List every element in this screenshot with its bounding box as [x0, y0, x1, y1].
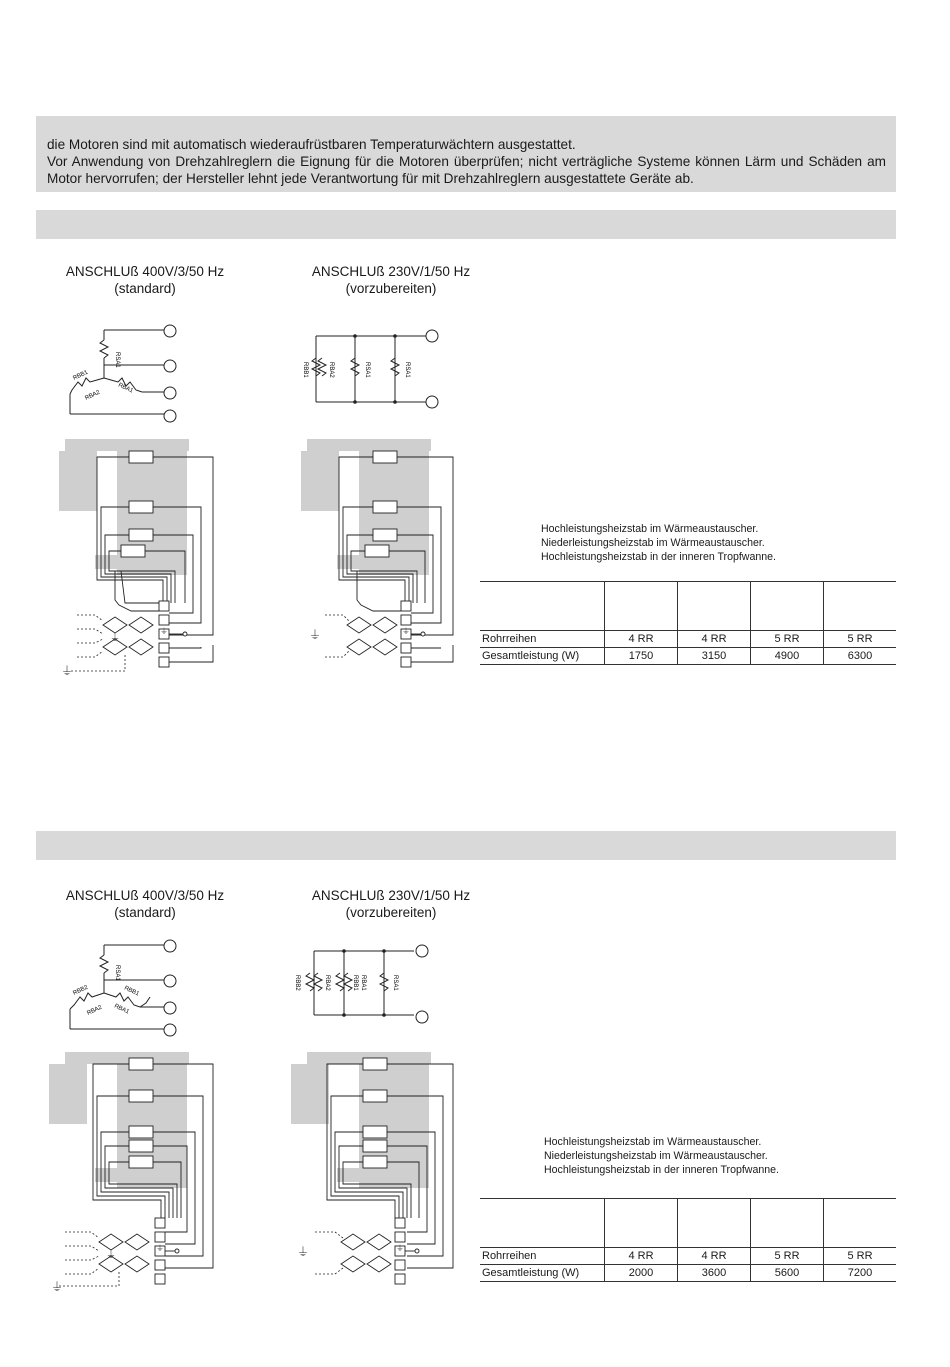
table-cell: 7200 [824, 1265, 897, 1282]
s2-right-subtitle-text: (vorzubereiten) [345, 905, 437, 920]
table-cell: 5 RR [824, 1248, 897, 1265]
table-row [480, 1265, 896, 1282]
table-cell: 5 RR [824, 631, 897, 648]
s1-right-title-text: ANSCHLUß 230V/1/50 Hz [311, 264, 471, 279]
s2r-label-rba1: RBA1 [360, 975, 366, 991]
notice-line-2: Vor Anwendung von Drehzahlreglern die Eignung für die Motoren überprüfen; nicht verträgliche Systeme können Lärm und Schäden am Motor hervorrufen; der Hersteller lehnt jede Verantwortung für mit Drehzahlreglern ausgestattete Geräte ab. [47, 154, 886, 186]
svg-text:⏚: ⏚ [402, 627, 410, 636]
svg-text:⏚: ⏚ [60, 664, 74, 678]
svg-text:⏚: ⏚ [296, 1245, 310, 1259]
svg-text:⏚: ⏚ [110, 633, 120, 644]
notice-line-1: die Motoren sind mit automatisch wiederaufrüstbaren Temperaturwächtern ausgestattet. [47, 137, 576, 152]
svg-text:⏚: ⏚ [396, 1244, 404, 1253]
s2-left-wiring-diagram [45, 1048, 225, 1293]
table-cell: 5 RR [751, 1248, 824, 1265]
s1-right-wiring-diagram [297, 435, 467, 670]
table-cell: 4900 [751, 648, 824, 665]
s1-left-wiring-diagram [55, 435, 225, 680]
svg-text:⏚: ⏚ [50, 1280, 64, 1294]
table-cell: 3600 [678, 1265, 751, 1282]
s2-left-subtitle-text: (standard) [114, 905, 176, 920]
s2-legend-item-2: Niederleistungsheizstab im Wärmeaustauscher. [544, 1150, 768, 1162]
s1r-label-rbb1: RBB1 [302, 362, 308, 378]
table-cell: 4 RR [605, 631, 678, 648]
motor-notice [36, 116, 896, 192]
s2r-label-rsa1: RSA1 [392, 975, 398, 991]
s1r-label-rsa1-a: RSA1 [364, 362, 370, 378]
table-cell: 2000 [605, 1265, 678, 1282]
s2r-label-rbb2: RBB2 [294, 975, 300, 991]
s1-label-rba2: RBA2 [84, 389, 102, 402]
s2-table-header-row [480, 1199, 896, 1248]
s2-left-title-text: ANSCHLUß 400V/3/50 Hz [65, 888, 225, 903]
s2-label-rbb1: RBB1 [123, 985, 140, 998]
s2-left-diagram-title [55, 887, 235, 921]
section-1-header-band [36, 210, 896, 239]
s1-parallel-schematic [300, 328, 450, 413]
table-row [480, 631, 896, 648]
s1-row-label-rohrreihen: Rohrreihen [480, 631, 605, 648]
table-cell: 5 RR [751, 631, 824, 648]
table-cell: 4 RR [678, 1248, 751, 1265]
s2-label-rba2: RBA2 [86, 1004, 104, 1017]
s1-row-label-gesamtleistung: Gesamtleistung (W) [480, 648, 605, 665]
s1-label-rba1: RBA1 [117, 382, 134, 395]
s1r-label-rba2: RBA2 [328, 362, 334, 378]
s2-legend-item-3: Hochleistungsheizstab in der inneren Tropfwanne. [544, 1164, 779, 1176]
svg-text:⏚: ⏚ [160, 627, 168, 636]
s1-legend-item-1: Hochleistungsheizstab im Wärmeaustauscher. [541, 523, 759, 535]
s2-legend-item-1: Hochleistungsheizstab im Wärmeaustauscher. [544, 1136, 762, 1148]
s1-spec-table [480, 581, 896, 665]
s2-label-rsa1: RSA1 [114, 965, 120, 981]
s1-label-rsa1: RSA1 [114, 352, 120, 368]
s1-label-rbb1: RBB1 [72, 369, 90, 382]
s2-legend [544, 1135, 779, 1177]
s1-right-subtitle-text: (vorzubereiten) [345, 281, 437, 296]
table-row [480, 648, 896, 665]
table-cell: 4 RR [605, 1248, 678, 1265]
s2-spec-table [480, 1198, 896, 1282]
s2-right-wiring-diagram [287, 1048, 467, 1288]
table-cell: 6300 [824, 648, 897, 665]
s1-left-diagram-title [55, 263, 235, 297]
svg-text:⏚: ⏚ [156, 1244, 164, 1253]
s1-left-title-text: ANSCHLUß 400V/3/50 Hz [65, 264, 225, 279]
s2-star-schematic [60, 935, 190, 1040]
table-cell: 3150 [678, 648, 751, 665]
s1-legend [541, 522, 776, 564]
svg-text:⏚: ⏚ [308, 628, 322, 642]
table-cell: 4 RR [678, 631, 751, 648]
s2-label-rbb2: RBB2 [72, 984, 90, 997]
s2-right-diagram-title [301, 887, 481, 921]
s2-label-rba1: RBA1 [113, 1003, 130, 1016]
s2r-label-rbb1: RBB1 [352, 975, 358, 991]
s1-legend-item-3: Hochleistungsheizstab in der inneren Tropfwanne. [541, 551, 776, 563]
table-cell: 1750 [605, 648, 678, 665]
s1r-label-rsa1-b: RSA1 [404, 362, 410, 378]
s1-left-subtitle-text: (standard) [114, 281, 176, 296]
s2-right-title-text: ANSCHLUß 230V/1/50 Hz [311, 888, 471, 903]
s2-parallel-schematic [290, 945, 450, 1025]
s1-legend-item-2: Niederleistungsheizstab im Wärmeaustauscher. [541, 537, 765, 549]
s2r-label-rba2: RBA2 [324, 975, 330, 991]
svg-text:⏚: ⏚ [106, 1250, 116, 1261]
s2-row-label-gesamtleistung: Gesamtleistung (W) [480, 1265, 605, 1282]
s1-table-header-row [480, 582, 896, 631]
s2-row-label-rohrreihen: Rohrreihen [480, 1248, 605, 1265]
s1-right-diagram-title [301, 263, 481, 297]
table-row [480, 1248, 896, 1265]
table-cell: 5600 [751, 1265, 824, 1282]
section-2-header-band [36, 831, 896, 860]
s1-star-schematic [60, 318, 190, 428]
